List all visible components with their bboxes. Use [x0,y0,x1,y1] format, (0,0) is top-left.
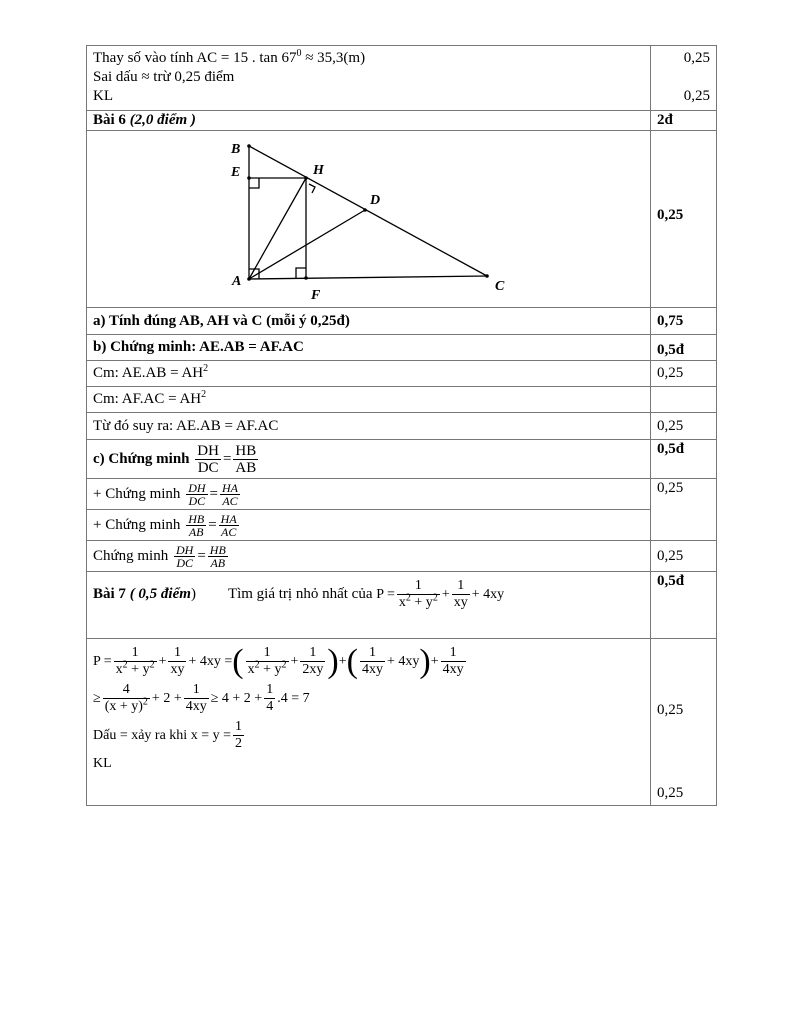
label-a: A [232,274,242,289]
bai6-points: (2,0 điểm ) [129,112,196,128]
c1-score: 0,25 [651,479,717,541]
solution-line-3: Dấu = xảy ra khi x = y = $\frac{1}{2}$ [93,719,242,751]
equality-condition: Dấu = xảy ra khi x = y = [93,728,231,743]
b1-score: 0,25 [651,361,717,387]
score-ac: 0,25 [683,50,710,66]
label-b: B [231,142,241,157]
row-b1: Cm: $AE.AB = AH^2$ 0,25 [87,361,717,387]
solution-line-2: ≥ $\frac{4}{(x + y)^2}$ + 2 + $\frac{1}{4xy}$ ≥ 4 + 2 + $\frac{1}{4}$ .4 = 7 [93,682,310,714]
part-c-text: c) Chứng minh [93,450,190,467]
b2-text: Cm: AF.AC = AH [93,391,202,407]
row-part-c: c) Chứng minh $\frac{DH}{DC}$ = $\frac{HB}{AB}$ 0,5đ [87,440,717,479]
b1-text: Cm: AE.AB = AH [93,365,204,381]
segment-ac [249,276,487,279]
b2-score [651,387,717,413]
degree-sup: 0 [296,48,302,59]
score-kl: 0,25 [683,88,710,104]
segment-ah [249,178,306,279]
sign-error-note: Sai dấu ≈ trừ 0,25 điểm [93,69,235,85]
bai6-score: 2đ [651,111,717,131]
part-a-text: a) Tính đúng AB, AH và C (mỗi ý 0,25đ) [87,308,651,335]
solution-line-1: P = $\frac{1}{x^2 + y^2}$ + $\frac{1}{xy}$ + 4xy = ( $\frac{1}{x^2 + y^2}$ + $\frac{1}{2xy}$ ) + ( $\frac{1}{4xy}$ + 4xy ) + $\frac{1}{4xy}$ [93,642,464,680]
solution-score-1: 0,25 [657,702,684,718]
ac-calc-text: Thay số vào tính AC = 15 . tan 67 [93,50,297,66]
part-b-score: 0,5đ [651,335,717,361]
row-bai7-solution [87,639,717,806]
part-c-score: 0,5đ [651,440,717,479]
bai7-title: Bài 7 [93,586,126,602]
row-c2: + Chứng minh $\frac{HB}{AB}$ = $\frac{HA}{AC}$ [87,510,717,541]
label-e: E [231,165,241,180]
label-c: C [495,279,505,294]
geometry-figure [87,131,651,307]
segment-ad [249,210,365,279]
bai6-title: Bài 6 [93,112,126,128]
c3-text: Chứng minh [93,547,169,564]
label-d: D [370,193,381,208]
label-f: F [311,288,321,303]
row-bai7-header: Bài 7 ( 0,5 điểm ) Tìm giá trị nhỏ nhất của P = $\frac{1}{x^2 + y^2}$ + $\frac{1}{xy}$ + 4xy 0,5đ [87,572,717,639]
row-bai6-header [87,111,717,131]
c3-score: 0,25 [651,541,717,572]
row-b2: Cm: $AF.AC = AH^2$ [87,387,717,413]
row-part-a [87,308,717,335]
part-a-score: 0,75 [651,308,717,335]
row-b3 [87,413,717,440]
ac-calc-result: ≈ 35,3(m) [301,50,366,66]
b3-score: 0,25 [651,413,717,440]
bai7-task: Tìm giá trị nhỏ nhất của [227,586,373,602]
segment-bc [249,146,487,276]
bai7-formula: P = $\frac{1}{x^2 + y^2}$ + $\frac{1}{xy}$ + 4xy [376,578,505,610]
fraction-dh-dc: $\frac{DH}{DC}$ [197,442,219,476]
solution-score-2: 0,25 [657,785,684,801]
figure-score: 0,25 [651,131,717,308]
fraction-hb-ab: $\frac{HB}{AB}$ [235,442,257,476]
row-ac-calc [87,46,717,111]
c2-text: + Chứng minh [93,516,181,533]
bai7-points: ( 0,5 điểm [129,586,191,602]
answer-table [86,45,717,806]
kl-label: KL [93,88,113,104]
bai7-score: 0,5đ [651,572,717,639]
right-angle-h [309,184,315,193]
row-c1: + Chứng minh $\frac{DH}{DC}$ = $\frac{HA}{AC}$ 0,25 [87,479,717,510]
c1-text: + Chứng minh [93,485,181,502]
row-c3: Chứng minh $\frac{DH}{DC}$ = $\frac{HB}{AB}$ 0,25 [87,541,717,572]
right-angle-f [296,268,306,278]
b3-text: Từ đó suy ra: AE.AB = AF.AC [87,413,651,440]
label-h: H [313,163,324,178]
part-b-text: b) Chứng minh: AE.AB = AF.AC [87,335,651,361]
solution-kl: KL [93,756,112,771]
row-figure [87,131,717,308]
right-angle-e [249,178,259,188]
row-part-b [87,335,717,361]
